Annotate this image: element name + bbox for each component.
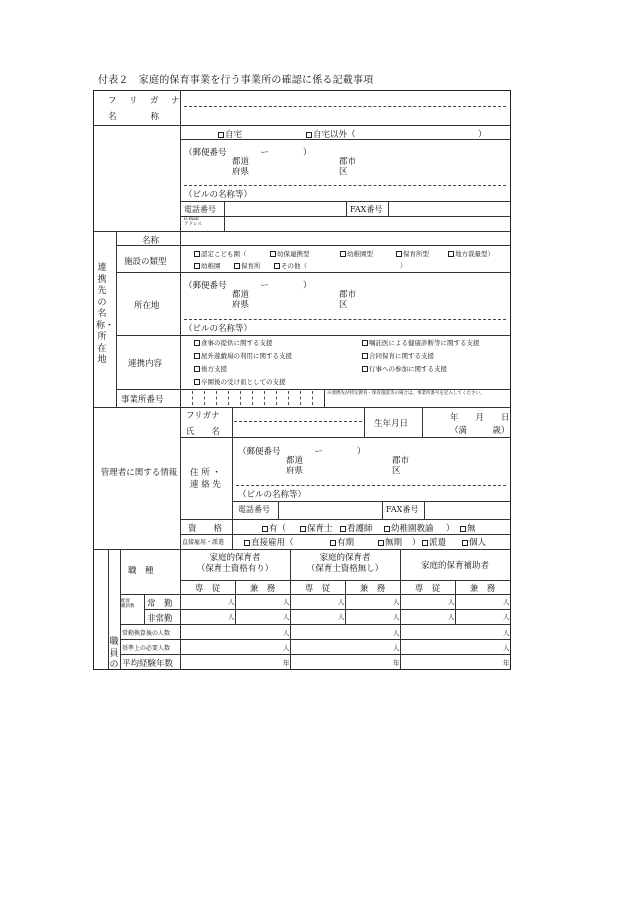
checkbox-icon[interactable] — [340, 526, 346, 532]
email-label: E-mail アドレス — [184, 217, 202, 227]
grid-line — [120, 639, 510, 640]
name-label: 名 称 — [108, 112, 160, 122]
checkbox-icon[interactable] — [330, 540, 336, 546]
tel-label: 電話番号 — [184, 205, 216, 214]
emp-dispatch-option[interactable]: 派遣 — [422, 536, 446, 548]
grid-line — [180, 201, 510, 202]
name-label: 氏 名 — [186, 427, 221, 437]
checkbox-icon[interactable] — [234, 263, 240, 269]
content-option[interactable]: 後方支援 — [194, 364, 227, 373]
grid-line — [180, 534, 510, 535]
grid-line — [180, 437, 510, 438]
unit-label: 人 — [228, 613, 235, 621]
checkbox-icon[interactable] — [262, 526, 268, 532]
other-close: ） — [478, 130, 487, 140]
type-close: ） — [400, 262, 407, 270]
renkei-vertical-label: 連携先の名称・所在地 — [96, 263, 115, 365]
checkbox-icon[interactable] — [422, 540, 428, 546]
emp-option[interactable]: 有期 — [330, 536, 354, 548]
birth-label: 生年月日 — [374, 419, 409, 429]
type-option[interactable]: 幼稚園 — [194, 261, 221, 270]
part-header: 兼 務 — [469, 584, 496, 594]
digit-divider — [288, 391, 289, 405]
grid-line — [422, 407, 423, 437]
grid-line — [364, 407, 365, 437]
checkbox-icon[interactable] — [362, 353, 368, 359]
form-table — [93, 90, 511, 670]
grid-line — [94, 549, 510, 550]
qual-close: ） — [446, 524, 455, 534]
unit-label: 年 — [283, 659, 290, 667]
birth-format: 年 月 日 — [450, 413, 510, 423]
checkbox-icon[interactable] — [300, 526, 306, 532]
grid-line — [120, 624, 510, 625]
number-label: 事業所番号 — [121, 395, 164, 405]
grid-line — [116, 231, 117, 407]
qual-has-option[interactable]: 有（ — [262, 522, 286, 534]
grid-line — [382, 501, 383, 519]
grid-line — [324, 389, 325, 407]
unit-label: 人 — [503, 644, 510, 652]
digit-divider — [276, 391, 277, 405]
building-label: （ビルの名称等） — [238, 490, 307, 500]
emp-close: ） — [412, 538, 421, 548]
full-time-header: 専 従 — [194, 584, 221, 594]
grid-line — [144, 609, 510, 610]
grid-line — [180, 407, 181, 549]
city-label: 郡市 区 — [339, 157, 357, 177]
city-label: 郡市 区 — [339, 290, 357, 310]
full-time-header: 専 従 — [304, 584, 331, 594]
unit-label: 人 — [338, 598, 345, 606]
type-option[interactable]: 幼保連携型 — [270, 249, 310, 258]
unit-label: 人 — [393, 629, 400, 637]
furigana-label: フ リ ガ ナ — [108, 96, 182, 106]
form-title: 付表２ 家庭的保育事業を行う事業所の確認に係る記載事項 — [98, 75, 374, 86]
qual-label: 資 格 — [188, 524, 223, 534]
emp-individual-option[interactable]: 個人 — [462, 536, 486, 548]
grid-line — [180, 91, 181, 231]
kanzan-label: 常勤換算後の人数 — [122, 630, 171, 637]
checkbox-icon[interactable] — [270, 251, 276, 257]
digit-divider — [204, 391, 205, 405]
col-header-3: 家庭的保育補助者 — [420, 561, 489, 571]
grid-line — [180, 216, 510, 217]
unit-label: 人 — [338, 613, 345, 621]
shokuin-vertical-label: 職員の — [109, 637, 119, 670]
grid-line — [388, 201, 389, 216]
grid-line — [346, 201, 347, 216]
checkbox-icon[interactable] — [462, 540, 468, 546]
checkbox-icon[interactable] — [460, 526, 466, 532]
checkbox-icon[interactable] — [362, 340, 368, 346]
checkbox-icon[interactable] — [244, 540, 250, 546]
checkbox-icon[interactable] — [194, 353, 200, 359]
job-label: 職 種 — [128, 566, 154, 576]
checkbox-icon[interactable] — [194, 340, 200, 346]
building-label: （ビルの名称等） — [184, 190, 253, 200]
checkbox-icon[interactable] — [194, 366, 200, 372]
digit-divider — [252, 391, 253, 405]
fax-label: FAX番号 — [350, 205, 383, 214]
other-option[interactable]: 自宅以外（ — [306, 128, 356, 140]
prefecture-label: 都道 府県 — [232, 157, 250, 177]
furigana-line — [184, 106, 506, 107]
hijokin-label: 非常勤 — [147, 614, 173, 624]
emp-option[interactable]: 無期 — [378, 536, 402, 548]
tel-label: 電話番号 — [238, 505, 270, 514]
type-option[interactable]: 保育所 — [234, 261, 261, 270]
grid-line — [232, 407, 233, 437]
postal-label: （郵便番号 ー ） — [238, 447, 366, 457]
address-label: 所在地 — [134, 301, 160, 311]
haichi-label: 配置 職員数 — [121, 599, 135, 609]
unit-label: 人 — [503, 613, 510, 621]
content-option[interactable]: 食事の提供に関する支援 — [194, 338, 273, 347]
building-label: （ビルの名称等） — [184, 324, 253, 334]
emp-direct-option[interactable]: 直接雇用（ — [244, 536, 294, 548]
furigana-label: フリガナ — [186, 411, 220, 421]
content-option[interactable]: 合同保育に関する支援 — [362, 351, 434, 360]
grid-line — [232, 437, 233, 519]
grid-line — [116, 245, 510, 246]
content-option[interactable]: 嘱託医による健康診断等に関する支援 — [362, 338, 480, 347]
col-header-2: 家庭的保育者 （保育士資格無し） — [306, 553, 384, 574]
address-line — [236, 485, 506, 486]
unit-label: 人 — [283, 598, 290, 606]
postal-label: （郵便番号 ー ） — [184, 281, 312, 291]
hitsuyo-label: 基準上の必要人数 — [122, 645, 171, 652]
checkbox-icon[interactable] — [378, 540, 384, 546]
grid-line — [120, 654, 510, 655]
qual-none-option[interactable]: 無 — [460, 522, 476, 534]
type-option[interactable]: 認定こども園（ — [194, 249, 247, 258]
grid-line — [94, 231, 510, 232]
checkbox-icon[interactable] — [340, 251, 346, 257]
checkbox-icon[interactable] — [448, 251, 454, 257]
grid-line — [224, 201, 225, 216]
digit-divider — [228, 391, 229, 405]
prefecture-label: 都道 府県 — [232, 290, 250, 310]
unit-label: 人 — [228, 598, 235, 606]
unit-label: 人 — [283, 629, 290, 637]
type-option[interactable]: 幼稚園型 — [340, 249, 373, 258]
grid-line — [278, 501, 279, 519]
emp-label: 直接雇用・派遣 — [182, 539, 225, 546]
checkbox-icon[interactable] — [362, 366, 368, 372]
keiken-label: 平均経験年数 — [122, 659, 174, 669]
unit-label: 人 — [448, 598, 455, 606]
unit-label: 人 — [503, 629, 510, 637]
content-label: 連携内容 — [128, 359, 163, 369]
digit-divider — [192, 391, 193, 405]
checkbox-icon[interactable] — [396, 251, 402, 257]
checkbox-icon[interactable] — [218, 132, 224, 138]
digit-divider — [240, 391, 241, 405]
postal-label: （郵便番号 ー ） — [184, 148, 312, 158]
unit-label: 年 — [393, 659, 400, 667]
digit-divider — [300, 391, 301, 405]
unit-label: 人 — [393, 613, 400, 621]
address-line — [184, 319, 506, 320]
home-option[interactable]: 自宅 — [218, 128, 242, 140]
unit-label: 人 — [283, 613, 290, 621]
renkei-name-label: 名称 — [142, 236, 160, 246]
type-label: 施設の類型 — [124, 257, 167, 267]
content-option[interactable]: 行事への参加に関する支援 — [362, 364, 447, 373]
unit-label: 人 — [448, 613, 455, 621]
fax-label: FAX番号 — [386, 505, 419, 514]
grid-line — [232, 501, 510, 502]
checkbox-icon[interactable] — [194, 251, 200, 257]
checkbox-icon[interactable] — [274, 263, 280, 269]
digit-divider — [216, 391, 217, 405]
qual-option[interactable]: 保育士 — [300, 522, 333, 534]
grid-line — [116, 272, 510, 273]
grid-line — [424, 501, 425, 519]
grid-line — [224, 216, 225, 231]
grid-line — [180, 519, 510, 520]
kanrisha-label: 管理者に関する情報 — [100, 468, 178, 478]
city-label: 郡市 区 — [392, 456, 410, 476]
checkbox-icon[interactable] — [306, 132, 312, 138]
unit-label: 人 — [393, 644, 400, 652]
grid-line — [116, 335, 510, 336]
prefecture-label: 都道 府県 — [286, 456, 304, 476]
checkbox-icon[interactable] — [194, 379, 200, 385]
grid-line — [120, 549, 121, 669]
address-line — [184, 185, 506, 186]
unit-label: 人 — [283, 644, 290, 652]
full-time-header: 専 従 — [414, 584, 441, 594]
unit-label: 年 — [503, 659, 510, 667]
type-option[interactable]: 地方裁量型） — [448, 249, 494, 258]
type-option[interactable]: 保育所型 — [396, 249, 429, 258]
address-label: 住 所 ・ 連 絡 先 — [190, 468, 221, 490]
grid-line — [94, 125, 510, 126]
grid-line — [180, 231, 181, 407]
col-header-1: 家庭的保育者 （保育士資格有り） — [196, 553, 274, 574]
grid-line — [116, 389, 510, 390]
part-header: 兼 務 — [359, 584, 386, 594]
qual-option[interactable]: 看護師 — [340, 522, 373, 534]
content-option[interactable]: 卒園後の受け皿としての支援 — [194, 377, 286, 386]
part-header: 兼 務 — [249, 584, 276, 594]
unit-label: 人 — [393, 598, 400, 606]
digit-divider — [264, 391, 265, 405]
unit-label: 人 — [503, 598, 510, 606]
content-option[interactable]: 屋外遊戯場の利用に関する支援 — [194, 351, 292, 360]
grid-line — [120, 594, 510, 595]
type-option[interactable]: その他（ — [274, 261, 307, 270]
age-format: （満 歳） — [450, 426, 510, 436]
checkbox-icon[interactable] — [384, 526, 390, 532]
digit-divider — [312, 391, 313, 405]
number-note: ※連携先が特定教育・保育施設等の場合は、事業所番号を記入してください。 — [327, 391, 485, 396]
furigana-line — [234, 421, 362, 422]
checkbox-icon[interactable] — [194, 263, 200, 269]
grid-line — [180, 139, 510, 140]
jokin-label: 常 勤 — [147, 599, 173, 609]
grid-line — [94, 407, 510, 408]
qual-option[interactable]: 幼稚園教諭 — [384, 522, 434, 534]
